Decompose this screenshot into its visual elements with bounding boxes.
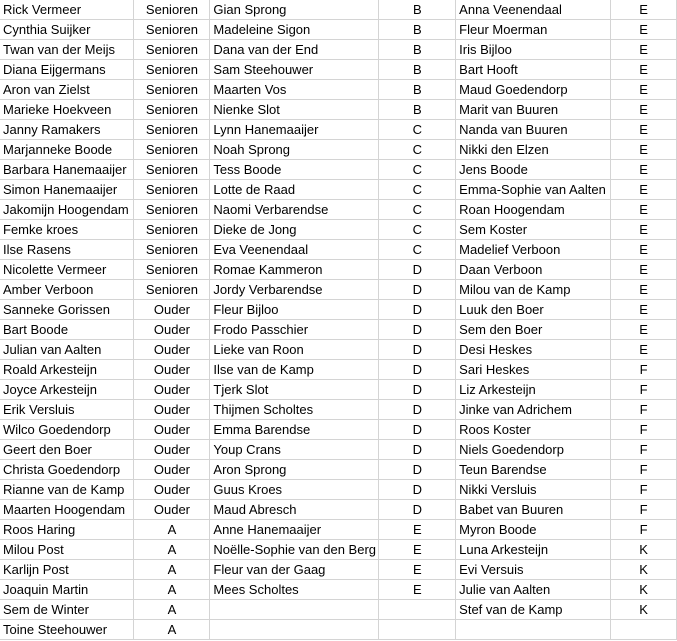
group-cell[interactable] <box>611 620 677 640</box>
name-cell[interactable]: Ilse van de Kamp <box>210 360 379 380</box>
group-cell[interactable]: Ouder <box>134 300 210 320</box>
name-cell[interactable]: Marit van Buuren <box>456 100 611 120</box>
table-row <box>0 120 677 140</box>
group-cell[interactable]: E <box>611 40 677 60</box>
group-cell[interactable]: A <box>134 520 210 540</box>
name-cell[interactable]: Madelief Verboon <box>456 240 611 260</box>
table-row <box>0 340 677 360</box>
name-cell[interactable]: Liz Arkesteijn <box>456 380 611 400</box>
group-cell[interactable]: E <box>611 260 677 280</box>
group-cell[interactable]: B <box>379 0 456 20</box>
table-row <box>0 240 677 260</box>
group-cell[interactable]: E <box>611 100 677 120</box>
name-cell[interactable]: Maarten Vos <box>210 80 379 100</box>
name-cell[interactable]: Maud Goedendorp <box>456 80 611 100</box>
group-cell[interactable]: Ouder <box>134 480 210 500</box>
group-cell[interactable]: Ouder <box>134 320 210 340</box>
name-cell[interactable]: Bart Hooft <box>456 60 611 80</box>
group-cell[interactable]: D <box>379 360 456 380</box>
name-cell[interactable]: Thijmen Scholtes <box>210 400 379 420</box>
group-cell[interactable]: C <box>379 200 456 220</box>
group-cell[interactable]: C <box>379 240 456 260</box>
table-row <box>0 260 677 280</box>
name-cell[interactable]: Niels Goedendorp <box>456 440 611 460</box>
group-cell[interactable]: C <box>379 120 456 140</box>
name-cell[interactable]: Milou Post <box>0 540 134 560</box>
name-cell[interactable]: Janny Ramakers <box>0 120 134 140</box>
table-row <box>0 220 677 240</box>
name-cell[interactable]: Barbara Hanemaaijer <box>0 160 134 180</box>
name-cell[interactable]: Anna Veenendaal <box>456 0 611 20</box>
table-row <box>0 200 677 220</box>
table-row <box>0 500 677 520</box>
table-row <box>0 580 677 600</box>
table-row <box>0 180 677 200</box>
group-cell[interactable]: E <box>611 20 677 40</box>
group-cell[interactable]: Ouder <box>134 460 210 480</box>
table-row <box>0 160 677 180</box>
group-cell[interactable]: F <box>611 460 677 480</box>
group-cell[interactable]: E <box>611 160 677 180</box>
name-cell[interactable] <box>456 620 611 640</box>
name-cell[interactable]: Stef van de Kamp <box>456 600 611 620</box>
name-cell[interactable]: Rick Vermeer <box>0 0 134 20</box>
name-cell[interactable]: Sanneke Gorissen <box>0 300 134 320</box>
name-cell[interactable]: Roos Haring <box>0 520 134 540</box>
group-cell[interactable]: F <box>611 500 677 520</box>
group-cell[interactable]: E <box>611 200 677 220</box>
name-cell[interactable]: Maud Abresch <box>210 500 379 520</box>
name-cell[interactable]: Geert den Boer <box>0 440 134 460</box>
group-cell[interactable]: Senioren <box>134 20 210 40</box>
name-cell[interactable]: Noëlle-Sophie van den Berg <box>210 540 379 560</box>
group-cell[interactable]: Senioren <box>134 200 210 220</box>
name-cell[interactable]: Noah Sprong <box>210 140 379 160</box>
table-row <box>0 620 677 640</box>
name-cell[interactable]: Youp Crans <box>210 440 379 460</box>
group-cell[interactable]: D <box>379 400 456 420</box>
name-cell[interactable]: Wilco Goedendorp <box>0 420 134 440</box>
name-cell[interactable]: Aron Sprong <box>210 460 379 480</box>
name-cell[interactable]: Sam Steehouwer <box>210 60 379 80</box>
name-cell[interactable]: Rianne van de Kamp <box>0 480 134 500</box>
name-cell[interactable]: Iris Bijloo <box>456 40 611 60</box>
table-row <box>0 380 677 400</box>
table-row <box>0 440 677 460</box>
group-cell[interactable]: D <box>379 420 456 440</box>
table-row <box>0 40 677 60</box>
group-cell[interactable]: Senioren <box>134 120 210 140</box>
name-cell[interactable]: Nanda van Buuren <box>456 120 611 140</box>
group-cell[interactable]: D <box>379 300 456 320</box>
table-row <box>0 520 677 540</box>
group-cell[interactable]: Ouder <box>134 360 210 380</box>
table-row <box>0 360 677 380</box>
table-row <box>0 280 677 300</box>
group-cell[interactable]: Ouder <box>134 400 210 420</box>
name-cell[interactable]: Joyce Arkesteijn <box>0 380 134 400</box>
group-cell[interactable]: Senioren <box>134 220 210 240</box>
table-row <box>0 480 677 500</box>
group-cell[interactable]: A <box>134 620 210 640</box>
group-cell[interactable]: Senioren <box>134 160 210 180</box>
name-cell[interactable]: Daan Verboon <box>456 260 611 280</box>
name-cell[interactable]: Amber Verboon <box>0 280 134 300</box>
group-cell[interactable]: K <box>611 600 677 620</box>
group-cell[interactable]: E <box>379 540 456 560</box>
name-cell[interactable]: Dieke de Jong <box>210 220 379 240</box>
group-cell[interactable]: Ouder <box>134 340 210 360</box>
name-cell[interactable]: Jordy Verbarendse <box>210 280 379 300</box>
group-cell[interactable]: E <box>611 220 677 240</box>
name-cell[interactable]: Anne Hanemaaijer <box>210 520 379 540</box>
name-cell[interactable]: Ilse Rasens <box>0 240 134 260</box>
group-cell[interactable]: C <box>379 220 456 240</box>
name-cell[interactable]: Roald Arkesteijn <box>0 360 134 380</box>
table-row <box>0 420 677 440</box>
group-cell[interactable]: E <box>611 80 677 100</box>
name-cell[interactable]: Sem Koster <box>456 220 611 240</box>
name-cell[interactable]: Emma-Sophie van Aalten <box>456 180 611 200</box>
name-cell[interactable]: Toine Steehouwer <box>0 620 134 640</box>
name-cell[interactable]: Aron van Zielst <box>0 80 134 100</box>
name-cell[interactable]: Marieke Hoekveen <box>0 100 134 120</box>
group-cell[interactable]: K <box>611 540 677 560</box>
group-cell[interactable]: E <box>611 140 677 160</box>
name-cell[interactable]: Mees Scholtes <box>210 580 379 600</box>
group-cell[interactable]: Senioren <box>134 60 210 80</box>
group-cell[interactable]: Senioren <box>134 240 210 260</box>
group-cell[interactable]: E <box>611 340 677 360</box>
name-cell[interactable]: Fleur van der Gaag <box>210 560 379 580</box>
name-cell[interactable]: Luuk den Boer <box>456 300 611 320</box>
name-cell[interactable]: Milou van de Kamp <box>456 280 611 300</box>
name-cell[interactable]: Madeleine Sigon <box>210 20 379 40</box>
name-cell[interactable]: Jakomijn Hoogendam <box>0 200 134 220</box>
group-cell[interactable]: A <box>134 560 210 580</box>
name-cell[interactable]: Myron Boode <box>456 520 611 540</box>
group-cell[interactable]: Senioren <box>134 280 210 300</box>
group-cell[interactable] <box>379 620 456 640</box>
group-cell[interactable]: E <box>379 560 456 580</box>
name-cell[interactable]: Sem den Boer <box>456 320 611 340</box>
group-cell[interactable]: C <box>379 160 456 180</box>
group-cell[interactable]: D <box>379 440 456 460</box>
name-cell[interactable]: Jens Boode <box>456 160 611 180</box>
name-cell[interactable]: Twan van der Meijs <box>0 40 134 60</box>
name-cell[interactable]: Julie van Aalten <box>456 580 611 600</box>
table-row <box>0 400 677 420</box>
table-row <box>0 600 677 620</box>
name-cell[interactable]: Gian Sprong <box>210 0 379 20</box>
name-cell[interactable]: Diana Eijgermans <box>0 60 134 80</box>
group-cell[interactable]: Ouder <box>134 420 210 440</box>
name-cell[interactable]: Luna Arkesteijn <box>456 540 611 560</box>
name-cell[interactable]: Simon Hanemaaijer <box>0 180 134 200</box>
name-cell[interactable]: Eva Veenendaal <box>210 240 379 260</box>
name-cell[interactable]: Fleur Bijloo <box>210 300 379 320</box>
group-cell[interactable]: Senioren <box>134 260 210 280</box>
name-cell[interactable]: Lynn Hanemaaijer <box>210 120 379 140</box>
group-cell[interactable]: E <box>611 0 677 20</box>
table-row <box>0 540 677 560</box>
name-cell[interactable]: Nienke Slot <box>210 100 379 120</box>
table-row <box>0 320 677 340</box>
group-cell[interactable]: F <box>611 520 677 540</box>
group-cell[interactable]: E <box>611 240 677 260</box>
table-row <box>0 460 677 480</box>
name-cell[interactable]: Karlijn Post <box>0 560 134 580</box>
name-cell[interactable]: Fleur Moerman <box>456 20 611 40</box>
group-cell[interactable]: D <box>379 260 456 280</box>
name-cell[interactable]: Femke kroes <box>0 220 134 240</box>
table-row <box>0 140 677 160</box>
name-cell[interactable]: Dana van der End <box>210 40 379 60</box>
group-cell[interactable]: A <box>134 600 210 620</box>
name-cell[interactable]: Sari Heskes <box>456 360 611 380</box>
group-cell[interactable]: E <box>611 320 677 340</box>
name-cell[interactable]: Teun Barendse <box>456 460 611 480</box>
group-cell[interactable]: D <box>379 340 456 360</box>
name-cell[interactable]: Maarten Hoogendam <box>0 500 134 520</box>
group-cell[interactable]: D <box>379 280 456 300</box>
name-cell[interactable]: Tjerk Slot <box>210 380 379 400</box>
group-cell[interactable]: B <box>379 20 456 40</box>
group-cell[interactable]: Ouder <box>134 380 210 400</box>
name-cell[interactable]: Sem de Winter <box>0 600 134 620</box>
group-cell[interactable]: K <box>611 560 677 580</box>
table-row <box>0 60 677 80</box>
group-cell[interactable]: E <box>611 300 677 320</box>
group-cell[interactable]: E <box>611 180 677 200</box>
name-cell[interactable]: Lotte de Raad <box>210 180 379 200</box>
group-cell[interactable]: F <box>611 440 677 460</box>
group-cell[interactable]: F <box>611 380 677 400</box>
group-cell[interactable]: D <box>379 460 456 480</box>
group-cell[interactable]: D <box>379 480 456 500</box>
group-cell[interactable]: C <box>379 140 456 160</box>
group-cell[interactable]: D <box>379 320 456 340</box>
group-cell[interactable]: D <box>379 500 456 520</box>
group-cell[interactable]: E <box>379 580 456 600</box>
name-cell[interactable]: Roos Koster <box>456 420 611 440</box>
name-cell[interactable]: Romae Kammeron <box>210 260 379 280</box>
group-cell[interactable]: B <box>379 40 456 60</box>
name-cell[interactable] <box>210 620 379 640</box>
name-cell[interactable]: Marjanneke Boode <box>0 140 134 160</box>
group-cell[interactable]: Senioren <box>134 0 210 20</box>
group-cell[interactable]: Senioren <box>134 180 210 200</box>
group-cell[interactable]: B <box>379 100 456 120</box>
table-row <box>0 20 677 40</box>
group-cell[interactable]: C <box>379 180 456 200</box>
group-cell[interactable]: A <box>134 540 210 560</box>
name-cell[interactable]: Lieke van Roon <box>210 340 379 360</box>
group-cell[interactable]: F <box>611 400 677 420</box>
name-cell[interactable]: Erik Versluis <box>0 400 134 420</box>
group-cell[interactable]: Ouder <box>134 500 210 520</box>
name-cell[interactable] <box>210 600 379 620</box>
group-cell[interactable]: D <box>379 380 456 400</box>
table-row <box>0 100 677 120</box>
name-cell[interactable]: Nicolette Vermeer <box>0 260 134 280</box>
name-cell[interactable]: Roan Hoogendam <box>456 200 611 220</box>
group-cell[interactable]: A <box>134 580 210 600</box>
group-cell[interactable]: F <box>611 360 677 380</box>
name-cell[interactable]: Nikki Versluis <box>456 480 611 500</box>
name-cell[interactable]: Evi Versuis <box>456 560 611 580</box>
table-row <box>0 0 677 20</box>
group-cell[interactable]: B <box>379 80 456 100</box>
name-cell[interactable]: Christa Goedendorp <box>0 460 134 480</box>
group-cell[interactable]: Senioren <box>134 100 210 120</box>
group-cell[interactable]: E <box>611 120 677 140</box>
name-cell[interactable]: Jinke van Adrichem <box>456 400 611 420</box>
name-cell[interactable]: Babet van Buuren <box>456 500 611 520</box>
name-cell[interactable]: Tess Boode <box>210 160 379 180</box>
group-cell[interactable]: Senioren <box>134 140 210 160</box>
group-cell[interactable]: K <box>611 580 677 600</box>
group-cell[interactable]: B <box>379 60 456 80</box>
name-cell[interactable]: Guus Kroes <box>210 480 379 500</box>
group-cell[interactable]: E <box>611 60 677 80</box>
name-cell[interactable]: Joaquin Martin <box>0 580 134 600</box>
group-cell[interactable]: F <box>611 420 677 440</box>
name-cell[interactable]: Naomi Verbarendse <box>210 200 379 220</box>
group-cell[interactable]: Senioren <box>134 40 210 60</box>
name-cell[interactable]: Frodo Passchier <box>210 320 379 340</box>
group-cell[interactable] <box>379 600 456 620</box>
name-cell[interactable]: Desi Heskes <box>456 340 611 360</box>
name-cell[interactable]: Cynthia Suijker <box>0 20 134 40</box>
name-cell[interactable]: Emma Barendse <box>210 420 379 440</box>
group-cell[interactable]: Senioren <box>134 80 210 100</box>
table-row <box>0 300 677 320</box>
table-row <box>0 560 677 580</box>
group-cell[interactable]: E <box>611 280 677 300</box>
table-row <box>0 80 677 100</box>
group-cell[interactable]: F <box>611 480 677 500</box>
name-cell[interactable]: Nikki den Elzen <box>456 140 611 160</box>
name-cell[interactable]: Bart Boode <box>0 320 134 340</box>
group-cell[interactable]: Ouder <box>134 440 210 460</box>
group-cell[interactable]: E <box>379 520 456 540</box>
name-cell[interactable]: Julian van Aalten <box>0 340 134 360</box>
